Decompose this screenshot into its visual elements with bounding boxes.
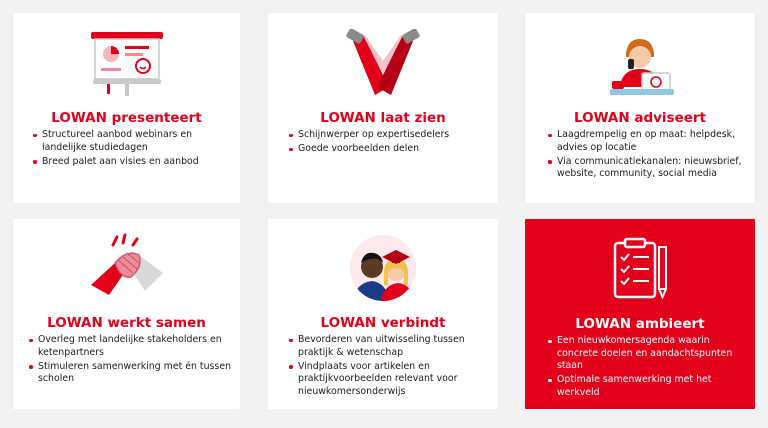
- list-item: Laagdrempelig en op maat: helpdesk, advies op locatie: [547, 129, 750, 154]
- card-title: LOWAN presenteert: [51, 110, 202, 126]
- card-list: [547, 335, 750, 401]
- card-list: [547, 129, 750, 182]
- list-item: Breed palet aan visies en aanbod: [32, 156, 232, 169]
- card-title: LOWAN verbindt: [320, 315, 446, 331]
- card-presenteert: [13, 13, 240, 203]
- list-item: Structureel aanbod webinars en landelijke studiedagen: [32, 129, 232, 154]
- spotlights-icon: [345, 29, 421, 99]
- list-item: Bevorderen van uitwisseling tussen praktijk & wetenschap: [288, 334, 493, 359]
- card-list: [288, 129, 493, 157]
- card-title: LOWAN adviseert: [574, 110, 706, 126]
- card-list: [32, 129, 232, 170]
- list-item: Stimuleren samenwerking met én tussen scholen: [28, 361, 236, 386]
- list-item: Via communicatiekanalen: nieuwsbrief, website, community, social media: [547, 156, 750, 181]
- handshake-icon: [87, 233, 167, 303]
- presentation-board-icon: [89, 30, 165, 98]
- card-laat-zien: [268, 13, 498, 203]
- card-title: LOWAN ambieert: [575, 316, 705, 332]
- list-item: Schijnwerper op expertisedelers: [288, 129, 493, 142]
- list-item: Optimale samenwerking met het werkveld: [547, 374, 750, 399]
- list-item: Een nieuwkomersagenda waarin concrete doelen en aandachtspunten staan: [547, 335, 750, 373]
- card-werkt-samen: [13, 219, 240, 409]
- list-item: Goede voorbeelden delen: [288, 143, 493, 156]
- list-item: Overleg met landelijke stakeholders en ketenpartners: [28, 334, 236, 359]
- card-title: LOWAN werkt samen: [47, 315, 206, 331]
- list-item: Vindplaats voor artikelen en praktijkvoorbeelden relevant voor nieuwkomersonderwijs: [288, 361, 493, 399]
- clipboard-checklist-icon: [609, 237, 671, 301]
- graduates-icon: [348, 233, 418, 303]
- card-list: [28, 334, 236, 387]
- card-title: LOWAN laat zien: [320, 110, 446, 126]
- card-verbindt: [268, 219, 498, 409]
- card-list: [288, 334, 493, 400]
- advisor-with-phone-icon: [602, 29, 678, 99]
- card-adviseert: [525, 13, 755, 203]
- card-ambieert: [525, 219, 755, 409]
